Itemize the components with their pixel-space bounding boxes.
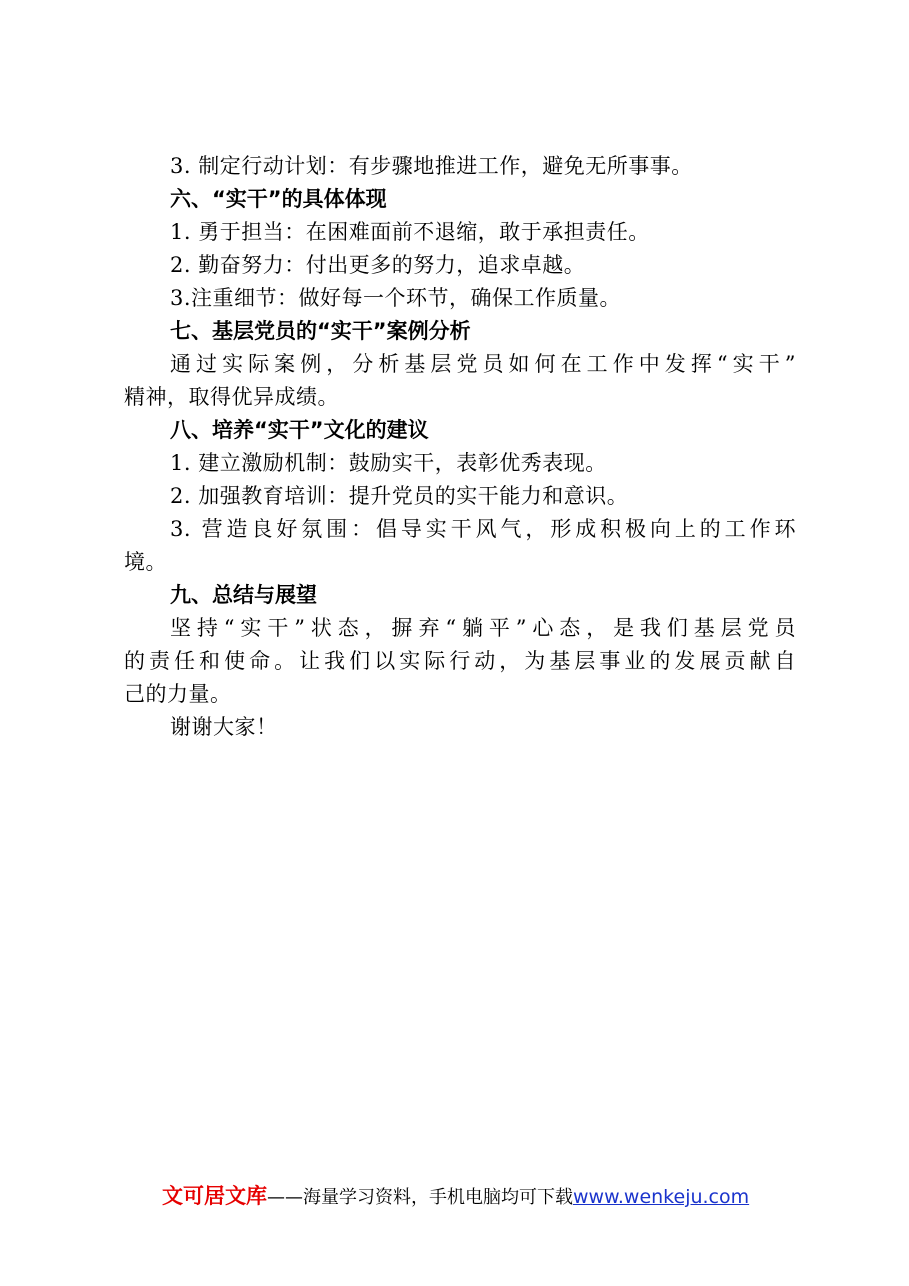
body-line: 2. 加强教育培训：提升党员的实干能力和意识。 [170,484,629,508]
body-line-continuation: 己的力量。 [124,682,232,706]
body-line-continuation: 境。 [124,550,167,574]
body-line: 通过实际案例，分析基层党员如何在工作中发挥“实干” [170,352,796,376]
section-heading: 六、“实干”的具体体现 [170,187,387,211]
body-line: 3. 营造良好氛围：倡导实干风气，形成积极向上的工作环 [170,517,796,541]
body-line-continuation: 精神，取得优异成绩。 [124,385,339,409]
footer-tagline: ——海量学习资料，手机电脑均可下载 [267,1187,573,1208]
footer-link[interactable]: www.wenkeju.com [573,1186,750,1208]
body-line: 坚持“实干”状态，摒弃“躺平”心态，是我们基层党员 [170,616,796,640]
footer-brand: 文可居文库 [162,1184,267,1208]
section-heading: 九、总结与展望 [170,583,317,607]
footer-banner [162,1183,749,1211]
body-line: 1. 勇于担当：在困难面前不退缩，敢于承担责任。 [170,220,650,244]
document-body [124,150,796,744]
section-heading: 八、培养“实干”文化的建议 [170,418,429,442]
body-line: 3.注重细节：做好每一个环节，确保工作质量。 [170,286,622,310]
closing-line: 谢谢大家！ [170,715,278,739]
body-line: 1. 建立激励机制：鼓励实干，表彰优秀表现。 [170,451,607,475]
section-heading: 七、基层党员的“实干”案例分析 [170,319,471,343]
body-line: 2. 勤奋努力：付出更多的努力，追求卓越。 [170,253,586,277]
body-line: 3. 制定行动计划：有步骤地推进工作，避免无所事事。 [170,154,693,178]
body-line-continuation: 的责任和使命。让我们以实际行动，为基层事业的发展贡献自 [124,649,796,673]
